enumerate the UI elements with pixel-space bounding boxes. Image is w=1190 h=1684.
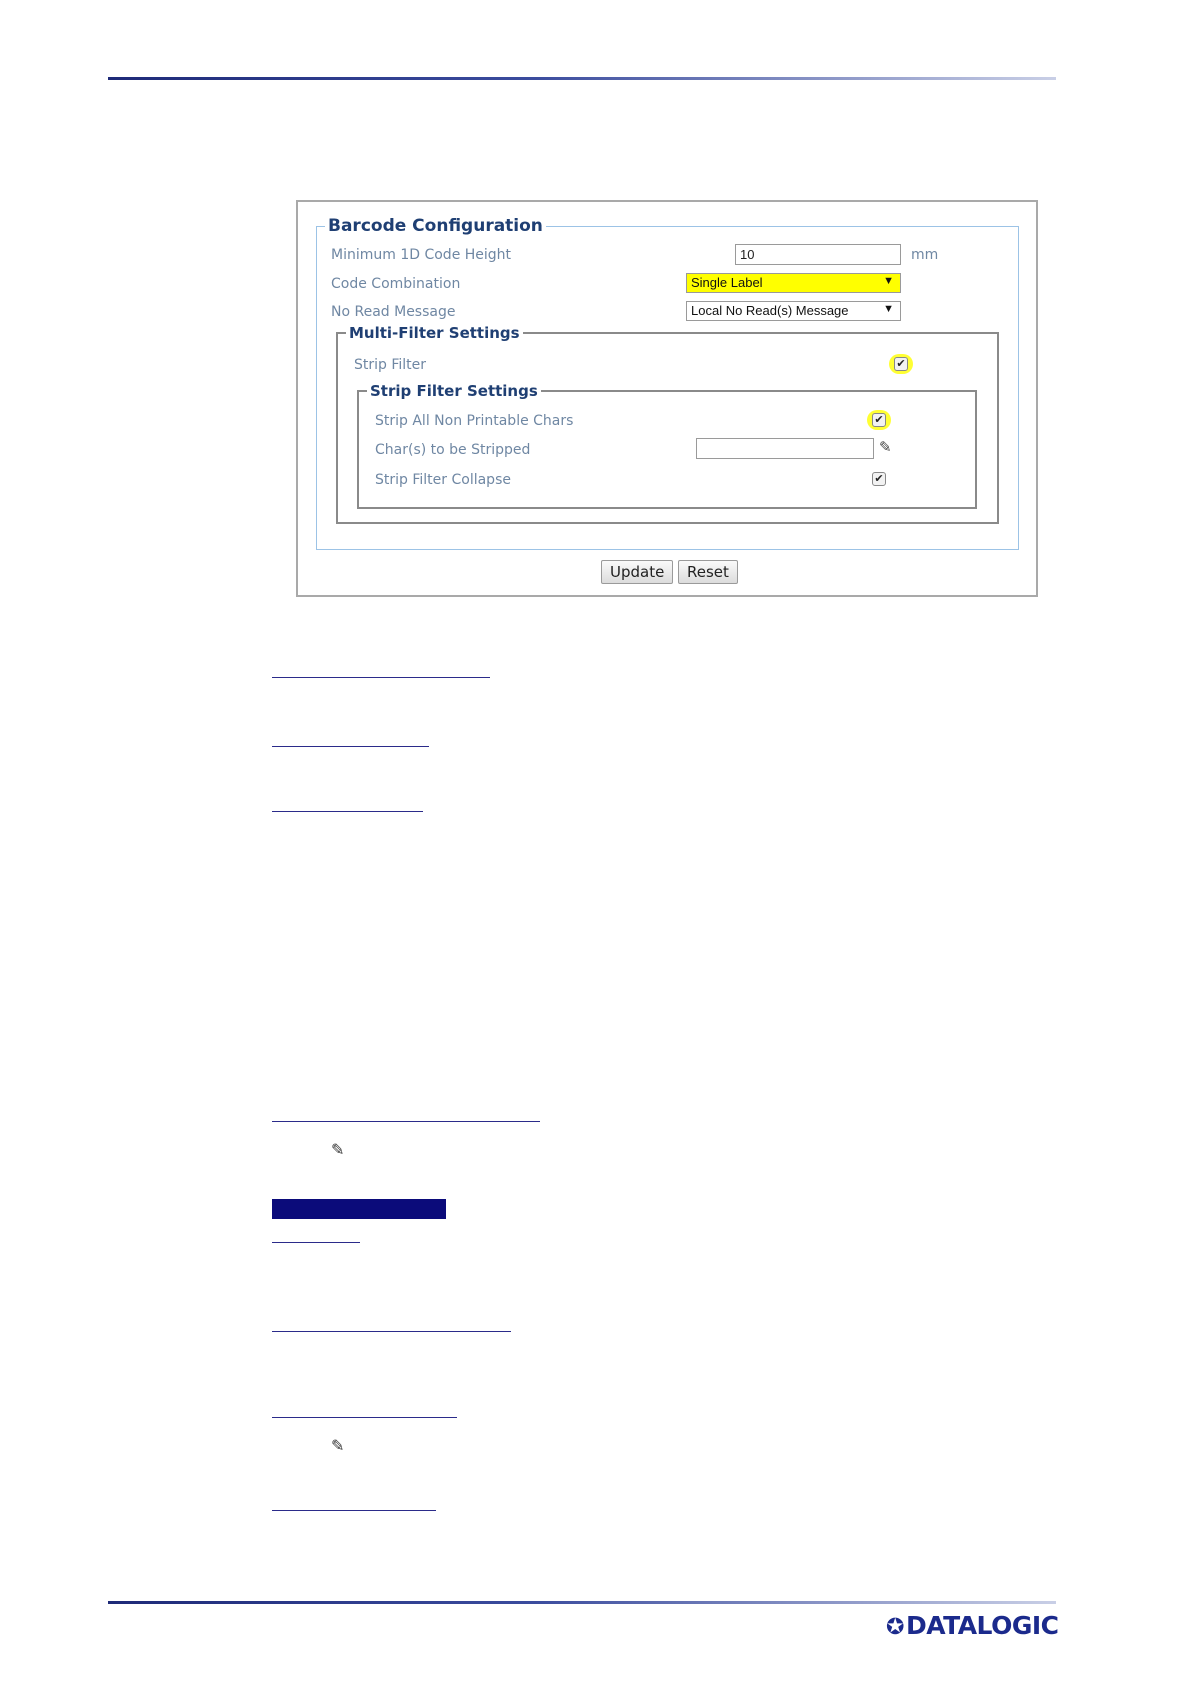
strip-filter-settings-fieldset: [357, 382, 977, 509]
chars-stripped-label: Char(s) to be Stripped: [375, 442, 531, 458]
footer-rule: [108, 1601, 1056, 1604]
dropdown-arrow-icon: ▼: [883, 275, 894, 287]
multi-filter-title: Multi-Filter Settings: [346, 324, 523, 342]
dropdown-arrow-icon: ▼: [883, 303, 894, 315]
header-rule: [108, 77, 1056, 80]
chars-stripped-input[interactable]: [696, 438, 874, 459]
link-underline[interactable]: [272, 746, 429, 747]
barcode-configuration-fieldset: [316, 216, 1019, 550]
pencil-icon: ✎: [331, 1438, 345, 1455]
logo-text: DATALOGIC: [905, 1611, 1059, 1640]
code-combination-label: Code Combination: [331, 276, 461, 292]
no-read-message-label: No Read Message: [331, 304, 456, 320]
strip-filter-collapse-checkbox[interactable]: ✔: [872, 472, 886, 486]
multi-filter-fieldset: [336, 324, 999, 524]
strip-all-checkbox[interactable]: ✔: [872, 413, 886, 427]
link-underline[interactable]: [272, 677, 490, 678]
min-height-input[interactable]: 10: [735, 244, 901, 265]
min-height-unit: mm: [911, 247, 939, 263]
no-read-message-value: Local No Read(s) Message: [691, 303, 849, 318]
pencil-icon[interactable]: ✎: [879, 439, 892, 456]
strip-filter-collapse-label: Strip Filter Collapse: [375, 472, 511, 488]
strip-filter-checkbox[interactable]: ✔: [894, 357, 908, 371]
strip-all-label: Strip All Non Printable Chars: [375, 413, 574, 429]
link-underline[interactable]: [272, 1242, 360, 1243]
link-underline[interactable]: [272, 1417, 457, 1418]
min-height-label: Minimum 1D Code Height: [331, 247, 512, 263]
link-underline[interactable]: [272, 1510, 436, 1511]
strip-filter-label: Strip Filter: [354, 357, 427, 373]
strip-filter-settings-title: Strip Filter Settings: [367, 382, 541, 400]
datalogic-logo-mark-icon: ✪: [886, 1615, 904, 1640]
link-underline[interactable]: [272, 1121, 540, 1122]
barcode-configuration-panel: [296, 200, 1038, 597]
link-underline[interactable]: [272, 811, 423, 812]
update-button[interactable]: Update: [601, 560, 673, 584]
highlighted-heading-bar: [272, 1199, 446, 1219]
code-combination-select[interactable]: [686, 273, 901, 293]
link-underline[interactable]: [272, 1331, 511, 1332]
reset-button[interactable]: Reset: [678, 560, 738, 584]
panel-title: Barcode Configuration: [325, 216, 546, 236]
no-read-message-select[interactable]: [686, 301, 901, 321]
code-combination-value: Single Label: [691, 275, 763, 290]
datalogic-logo: [886, 1611, 1059, 1640]
pencil-icon: ✎: [331, 1142, 345, 1159]
